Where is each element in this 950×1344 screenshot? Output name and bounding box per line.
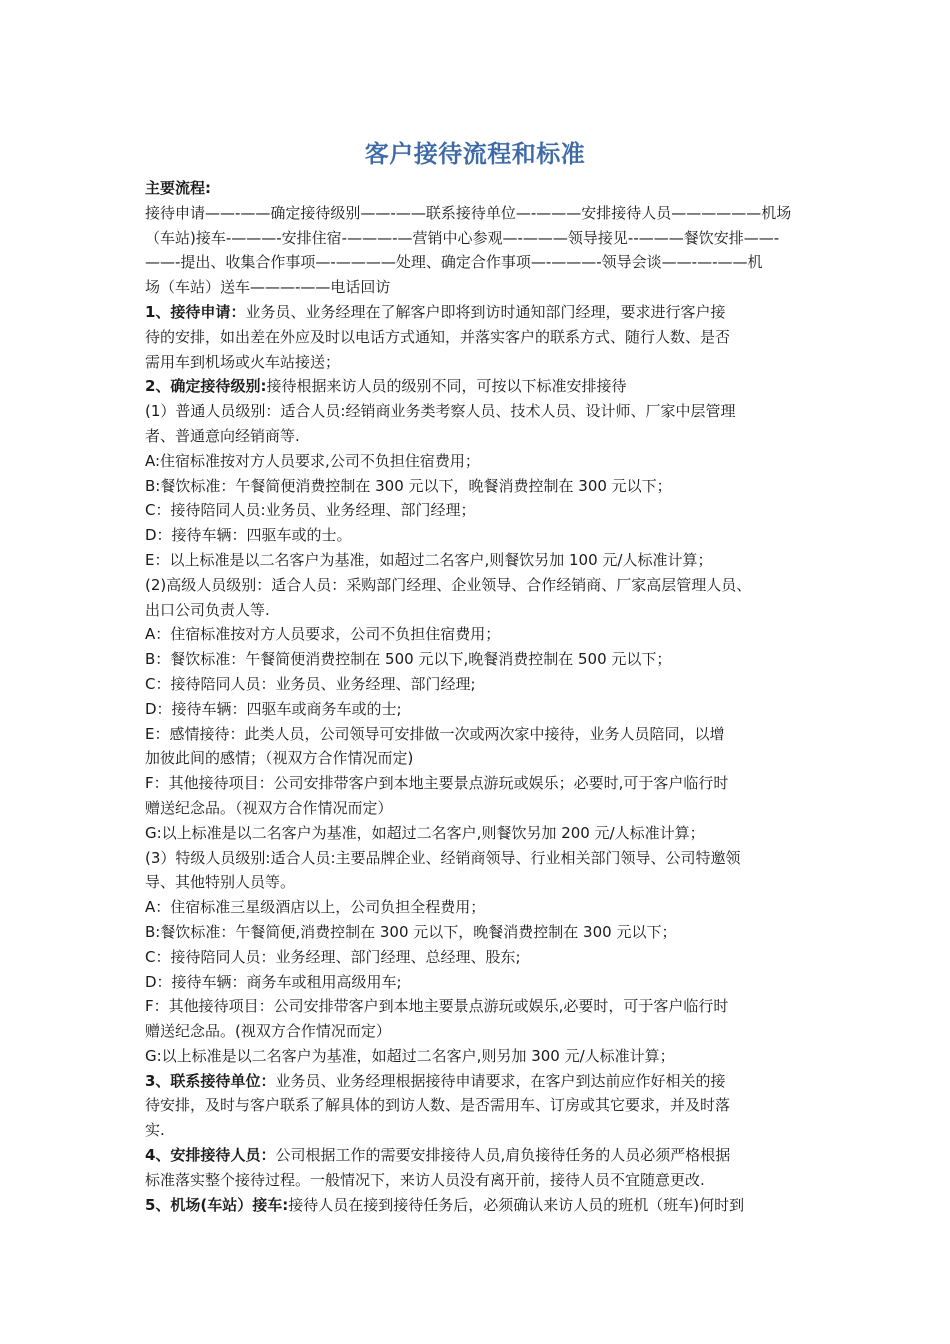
line-text: (3）特级人员级别:适合人员:主要品牌企业、经销商领导、行业相关部门领导、公司特邀领: [145, 848, 741, 867]
text-line: [145, 672, 825, 697]
line-text: (1）普通人员级别：适合人员:经销商业务类考察人员、技术人员、设计师、厂家中层管理: [145, 402, 736, 421]
text-line: [145, 920, 825, 945]
text-line: [145, 226, 825, 251]
text-line: [145, 1093, 825, 1118]
text-line: [145, 1143, 825, 1168]
bold-heading: 主要流程:: [145, 179, 211, 197]
text-line: [145, 647, 825, 672]
line-text: G:以上标准是以二名客户为基准，如超过二名客户,则另加 300 元/人标准计算；: [145, 1046, 675, 1065]
text-line: [145, 1118, 825, 1143]
text-line: [145, 1168, 825, 1193]
line-text: 接待根据来访人员的级别不同，可按以下标准安排接待: [266, 377, 627, 396]
line-text: C：接待陪同人员：业务员、业务经理、部门经理;: [145, 674, 476, 693]
text-line: [145, 176, 825, 201]
text-line: [145, 201, 825, 226]
document-title: 客户接待流程和标准: [364, 140, 586, 168]
text-line: [145, 1019, 825, 1044]
line-text: 业务员、业务经理根据接待申请要求，在客户到达前应作好相关的接: [275, 1071, 726, 1090]
bold-heading: 4、安排接待人员：: [145, 1146, 276, 1165]
line-text: B:餐饮标准：午餐简便消费控制在 300 元以下，晚餐消费控制在 300 元以下；: [145, 476, 672, 495]
text-line: [145, 722, 825, 747]
line-text: B:餐饮标准：午餐简便,消费控制在 300 元以下，晚餐消费控制在 300 元以下；: [145, 922, 677, 941]
text-line: [145, 374, 825, 399]
text-line: [145, 300, 825, 325]
bold-heading: 2、确定接待级别:: [145, 377, 267, 396]
text-line: [145, 250, 825, 275]
text-line: [145, 697, 825, 722]
line-text: 需用车到机场或火车站接送；: [145, 352, 341, 371]
text-line: [145, 325, 825, 350]
text-line: [145, 746, 825, 771]
line-text: 接待人员在接到接待任务后，必须确认来访人员的班机（班车)何时到: [288, 1195, 745, 1214]
line-text: C：接待陪同人员:业务员、业务经理、部门经理；: [145, 501, 476, 520]
line-text: 待安排，及时与客户联系了解具体的到访人数、是否需用车、订房或其它要求，并及时落: [145, 1096, 731, 1115]
line-text: （车站)接车-———-安排住宿-———-—营销中心参观—-———领导接见--———餐饮安排——-: [145, 228, 780, 247]
line-text: F：其他接待项目：公司安排带客户到本地主要景点游玩或娱乐；必要时,可于客户临行时: [145, 774, 729, 793]
text-line: [145, 573, 825, 598]
line-text: F：其他接待项目：公司安排带客户到本地主要景点游玩或娱乐,必要时，可于客户临行时: [145, 997, 729, 1016]
line-text: 待的安排，如出差在外应及时以电话方式通知，并落实客户的联系方式、随行人数、是否: [145, 327, 731, 346]
bold-heading: 3、联系接待单位：: [145, 1071, 276, 1090]
text-line: [145, 846, 825, 871]
line-text: 实.: [145, 1121, 165, 1140]
text-line: [145, 523, 825, 548]
line-text: 场（车站）送车———-——电话回访: [145, 278, 391, 297]
line-text: D：接待车辆：四驱车或商务车或的士;: [145, 699, 402, 718]
text-line: [145, 498, 825, 523]
text-line: [145, 870, 825, 895]
document-body: [145, 176, 825, 1217]
line-text: 赠送纪念品。（视双方合作情况而定）: [145, 798, 393, 817]
line-text: 业务员、业务经理在了解客户即将到访时通知部门经理，要求进行客户接: [245, 302, 726, 321]
line-text: ——-提出、收集合作事项—-————处理、确定合作事项—-———-领导会谈——-—-——机: [145, 253, 763, 272]
text-line: [145, 1069, 825, 1094]
text-line: [145, 1193, 825, 1218]
line-text: G:以上标准是以二名客户为基准，如超过二名客户,则餐饮另加 200 元/人标准计算；: [145, 823, 705, 842]
line-text: 接待申请——-——确定接待级别——-——联系接待单位—-———安排接待人员——————机场: [145, 203, 792, 222]
text-line: [145, 350, 825, 375]
text-line: [145, 994, 825, 1019]
text-line: [145, 474, 825, 499]
line-text: 者、普通意向经销商等.: [145, 426, 300, 445]
text-line: [145, 449, 825, 474]
text-line: [145, 970, 825, 995]
text-line: [145, 821, 825, 846]
line-text: A：住宿标准三星级酒店以上，公司负担全程费用；: [145, 898, 486, 917]
text-line: [145, 945, 825, 970]
bold-heading: 1、接待申请：: [145, 302, 246, 321]
line-text: 出口公司负责人等.: [145, 600, 270, 619]
text-line: [145, 1044, 825, 1069]
line-text: 标准落实整个接待过程。一般情况下，来访人员没有离开前，接待人员不宜随意更改.: [145, 1170, 705, 1189]
text-line: [145, 771, 825, 796]
text-line: [145, 796, 825, 821]
text-line: [145, 622, 825, 647]
line-text: 公司根据工作的需要安排接待人员,肩负接待任务的人员必须严格根据: [275, 1146, 731, 1165]
line-text: E：以上标准是以二名客户为基准，如超过二名客户,则餐饮另加 100 元/人标准计算；: [145, 550, 713, 569]
line-text: E：感情接待：此类人员，公司领导可安排做一次或两次家中接待，业务人员陪同，以增: [145, 724, 725, 743]
text-line: [145, 895, 825, 920]
line-text: (2)高级人员级别：适合人员：采购部门经理、企业领导、合作经销商、厂家高层管理人员、: [145, 575, 752, 594]
line-text: A:住宿标准按对方人员要求,公司不负担住宿费用；: [145, 451, 480, 470]
bold-heading: 5、机场(车站）接车:: [145, 1195, 289, 1214]
line-text: B：餐饮标准：午餐简便消费控制在 500 元以下,晚餐消费控制在 500 元以下；: [145, 650, 672, 669]
line-text: D：接待车辆：四驱车或的士。: [145, 526, 352, 545]
text-line: [145, 598, 825, 623]
line-text: A：住宿标准按对方人员要求，公司不负担住宿费用；: [145, 625, 501, 644]
line-text: 导、其他特别人员等。: [145, 873, 296, 892]
line-text: 赠送纪念品。(视双方合作情况而定）: [145, 1022, 391, 1041]
line-text: C：接待陪同人员：业务经理、部门经理、总经理、股东;: [145, 947, 521, 966]
text-line: [145, 548, 825, 573]
line-text: D：接待车辆：商务车或租用高级用车;: [145, 972, 402, 991]
text-line: [145, 399, 825, 424]
text-line: [145, 424, 825, 449]
line-text: 加彼此间的感情；（视双方合作情况而定): [145, 749, 414, 768]
text-line: [145, 275, 825, 300]
